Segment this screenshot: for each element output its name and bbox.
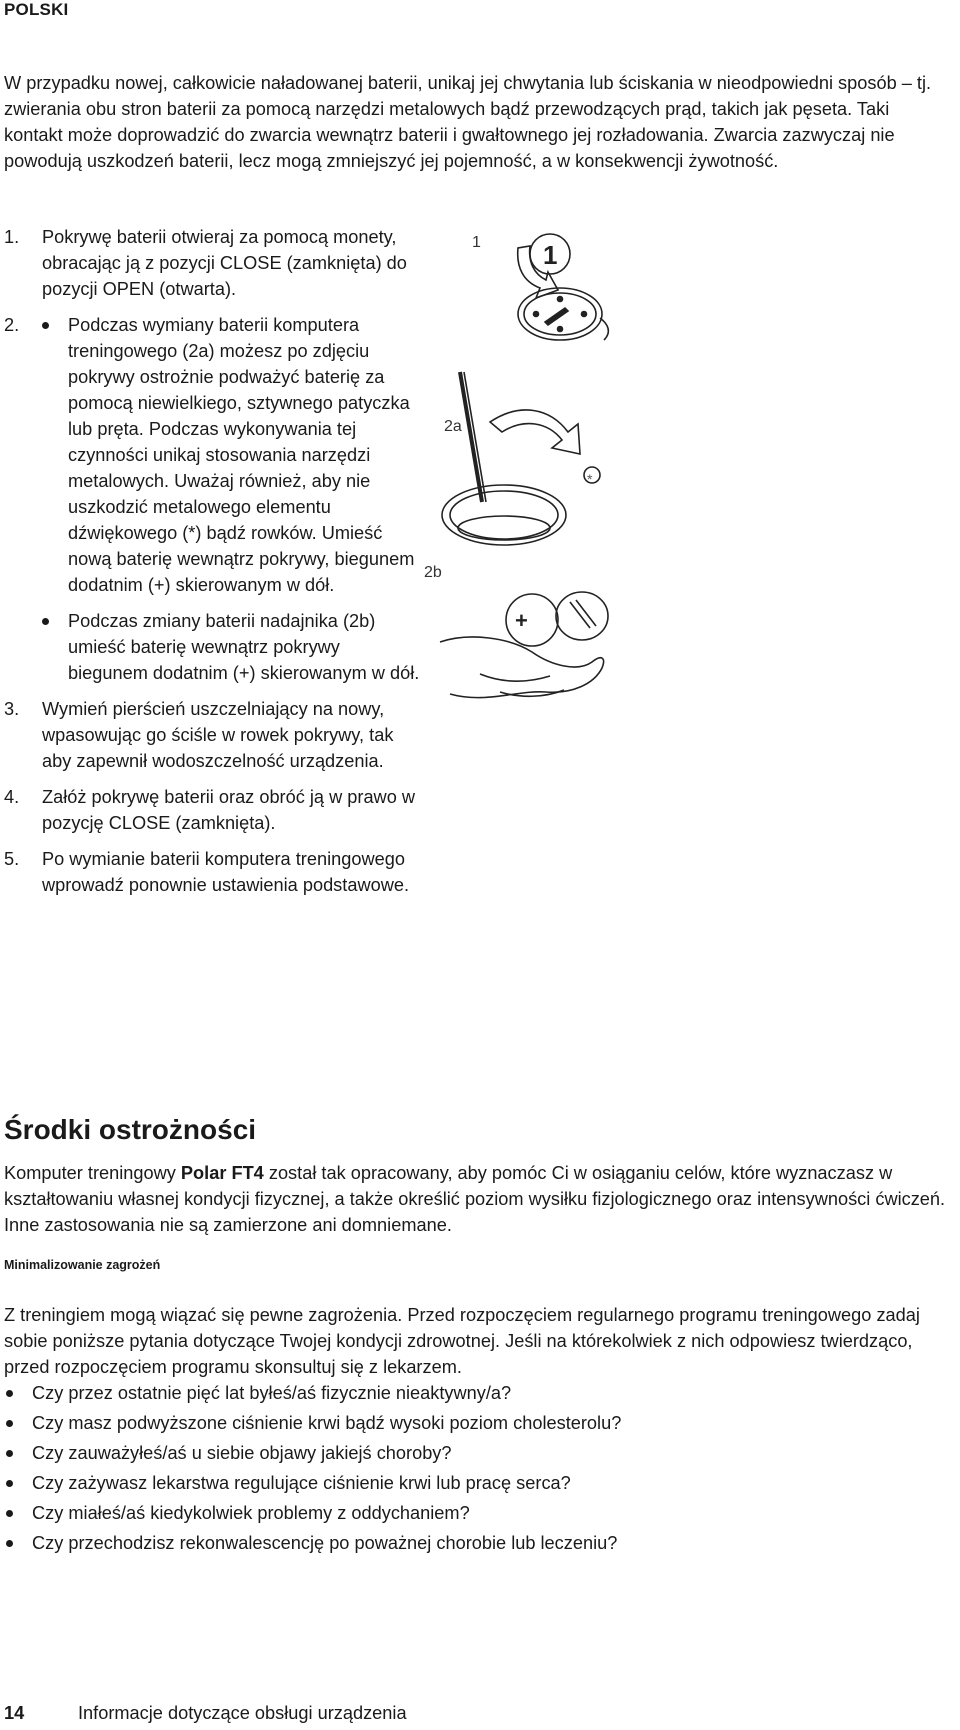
bullet-dot xyxy=(6,1450,13,1457)
battery-steps xyxy=(4,224,424,908)
step-text: Załóż pokrywę baterii oraz obróć ją w prawo w pozycję CLOSE (zamknięta). xyxy=(42,787,415,833)
risks-paragraph: Z treningiem mogą wiązać się pewne zagrożenia. Przed rozpoczęciem regularnego programu treningowego zadaj sobie poniższe pytania dotyczące Twojej kondycji zdrowotnej. Jeśli na którekolwiek z nich odpowiesz twierdząco, przed rozpoczęciem programu skonsultuj się z lekarzem. xyxy=(4,1305,920,1377)
intro-paragraph: W przypadku nowej, całkowicie naładowanej baterii, unikaj jej chwytania lub ściskania w nieodpowiedni sposób – tj. zwierania obu stron baterii za pomocą narzędzi metalowych bądź przewodzących prąd, takich jak pęseta. Taki kontakt może doprowadzić do zwarcia wewnątrz baterii i gwałtownego jej rozładowania. Zwarcia zazwyczaj nie powodują uszkodzeń baterii, lecz mogą zmniejszyć jej pojemność, a w konsekwencji żywotność. xyxy=(4,73,932,171)
step-2-bullet-a xyxy=(32,312,424,598)
bullet-text: Podczas zmiany baterii nadajnika (2b) umieść baterię wewnątrz pokrywy biegunem dodatnim (+) skierowanym w dół. xyxy=(68,611,420,683)
bullet-text: Podczas wymiany baterii komputera treningowego (2a) możesz po zdjęciu pokrywy ostrożnie podważyć baterię za pomocą niewielkiego, sztywnego patyczka lub pręta. Podczas wykonywania tej czynności unikaj stosowania narzędzi metalowych. Uważaj również, aby nie uszkodzić metalowego elementu dźwiękowego (*) bądź rowków. Umieść nową baterię wewnątrz pokrywy, biegunem dodatnim (+) skierowanym w dół. xyxy=(68,315,415,595)
question-text: Czy zażywasz lekarstwa regulujące ciśnienie krwi lub pracę serca? xyxy=(32,1473,571,1493)
question-item xyxy=(4,1500,904,1530)
question-text: Czy masz podwyższone ciśnienie krwi bądź wysoki poziom cholesterolu? xyxy=(32,1413,622,1433)
battery-drawing xyxy=(420,222,620,722)
health-questions xyxy=(4,1380,904,1560)
step-5 xyxy=(4,846,424,898)
step-3 xyxy=(4,696,424,774)
bullet-dot xyxy=(6,1420,13,1427)
figure-label-1: 1 xyxy=(472,234,481,251)
battery-cover-open-icon xyxy=(442,485,566,545)
question-text: Czy zauważyłeś/aś u siebie objawy jakiejś choroby? xyxy=(32,1443,452,1463)
bullet-dot xyxy=(6,1510,13,1517)
step-4 xyxy=(4,784,424,836)
bullet-dot xyxy=(42,322,49,329)
footer-title: Informacje dotyczące obsługi urządzenia xyxy=(78,1703,407,1723)
lift-arrow-icon xyxy=(490,410,580,454)
step-2 xyxy=(4,312,424,686)
page-number: 14 xyxy=(4,1703,25,1723)
product-name: Polar FT4 xyxy=(180,1163,264,1183)
question-text: Czy przechodzisz rekonwalescencję po poważnej chorobie lub leczeniu? xyxy=(32,1533,618,1553)
battery-illustration xyxy=(420,222,620,722)
step-number: 1. xyxy=(4,227,20,247)
step-text: Po wymianie baterii komputera treningowego wprowadź ponownie ustawienia podstawowe. xyxy=(42,849,410,895)
risks-heading: Minimalizowanie zagrożeń xyxy=(4,1258,161,1272)
question-item xyxy=(4,1530,904,1560)
bullet-dot xyxy=(6,1540,13,1547)
step-text: Pokrywę baterii otwieraj za pomocą monety, obracając ją z pozycji CLOSE (zamknięta) do pozycji OPEN (otwarta). xyxy=(42,227,407,299)
step-2-bullet-b xyxy=(32,608,424,686)
figure-label-2b: 2b xyxy=(424,564,442,581)
bullet-dot xyxy=(42,618,49,625)
question-text: Czy miałeś/aś kiedykolwiek problemy z oddychaniem? xyxy=(32,1503,470,1523)
question-item xyxy=(4,1440,904,1470)
step-1 xyxy=(4,224,424,302)
transmitter-cover-icon xyxy=(556,592,608,640)
svg-text:+: + xyxy=(515,608,528,633)
bullet-dot xyxy=(6,1480,13,1487)
precautions-heading: Środki ostrożności xyxy=(4,1114,257,1145)
precautions-text-end: został tak opracowany, aby pomóc Ci w osiąganiu celów, które wyznaczasz w kształtowaniu własnej kondycji fizycznej, a także określić poziom wysiłku fizjologicznego oraz intensywności ćwiczeń. Inne zastosowania nie są zamierzone ani domniemane. xyxy=(4,1163,946,1235)
hand-icon xyxy=(440,637,604,698)
precautions-text-start: Komputer treningowy xyxy=(4,1163,181,1183)
svg-text:1: 1 xyxy=(543,240,558,270)
page-footer xyxy=(4,1703,407,1724)
question-text: Czy przez ostatnie pięć lat byłeś/aś fizycznie nieaktywny/a? xyxy=(32,1383,512,1403)
step-number: 2. xyxy=(4,315,20,335)
question-item xyxy=(4,1410,904,1440)
battery-icon xyxy=(506,594,558,646)
question-item xyxy=(4,1470,904,1500)
bullet-dot xyxy=(6,1390,13,1397)
stick-icon xyxy=(460,372,482,502)
step-number: 3. xyxy=(4,699,20,719)
step-number: 4. xyxy=(4,787,20,807)
language-header: POLSKI xyxy=(4,0,69,19)
precautions-paragraph xyxy=(4,1160,952,1238)
step-text: Wymień pierścień uszczelniający na nowy, wpasowując go ściśle w rowek pokrywy, tak aby zapewnił wodoszczelność urządzenia. xyxy=(42,699,394,771)
step-number: 5. xyxy=(4,849,20,869)
figure-label-2a: 2a xyxy=(444,418,462,435)
question-item xyxy=(4,1380,904,1410)
svg-text:*: * xyxy=(587,471,593,487)
